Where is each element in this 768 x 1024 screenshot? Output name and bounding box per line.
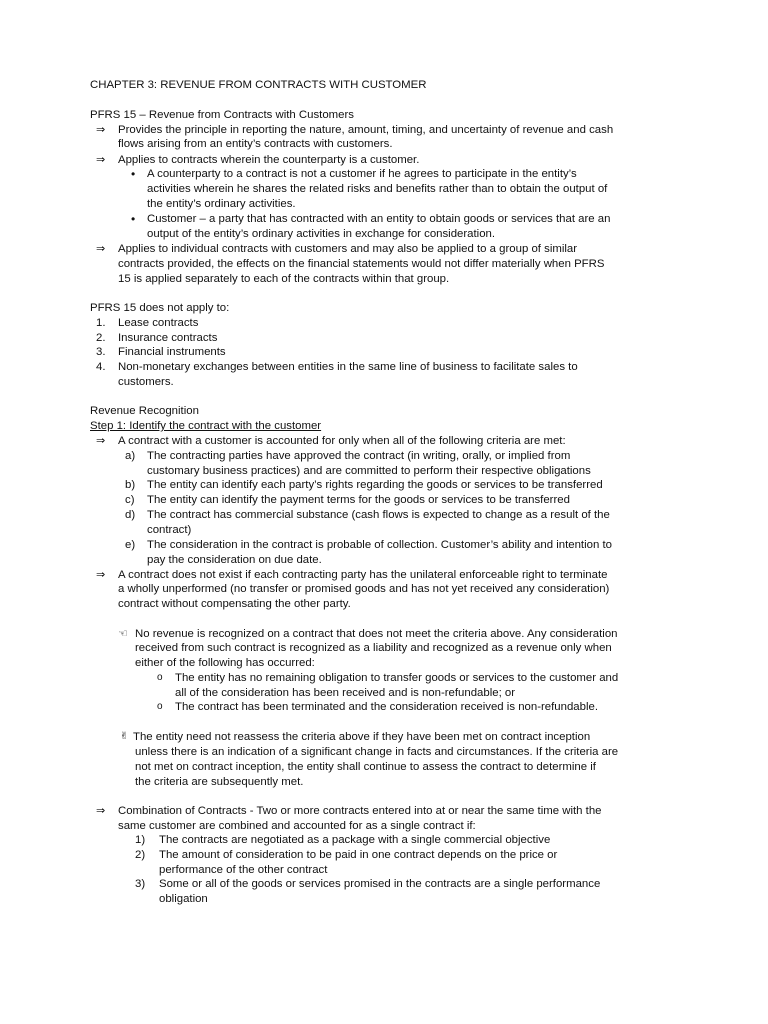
note-line: the criteria are subsequently met. bbox=[135, 776, 304, 788]
paragraph-line: a wholly unperformed (no transfer or promised goods and has not yet received any consideration) bbox=[118, 583, 610, 595]
paragraph-line: Applies to contracts wherein the counterparty is a customer. bbox=[118, 154, 420, 166]
note-item-line: The contract has been terminated and the consideration received is non-refundable. bbox=[175, 701, 598, 713]
bullet-line: Customer – a party that has contracted with an entity to obtain goods or services that are an bbox=[147, 213, 611, 225]
arrow-icon: ⇒ bbox=[96, 804, 106, 817]
combo-line: obligation bbox=[159, 893, 208, 905]
paragraph-line: contract without compensating the other party. bbox=[118, 598, 351, 610]
paragraph-line: Applies to individual contracts with customers and may also be applied to a group of similar bbox=[118, 243, 578, 255]
arrow-icon: ⇒ bbox=[96, 568, 106, 581]
list-number: 3. bbox=[96, 346, 106, 358]
note-line: The entity need not reassess the criteria above if they have been met on contract inception bbox=[133, 731, 591, 743]
combo-line: performance of the other contract bbox=[159, 864, 328, 876]
circle-bullet-icon: o bbox=[157, 672, 163, 683]
list-item: Lease contracts bbox=[118, 317, 199, 329]
criteria-line: The consideration in the contract is probable of collection. Customer’s ability and intention to bbox=[147, 539, 612, 551]
bullet-line: the entity’s ordinary activities. bbox=[147, 198, 296, 210]
arrow-icon: ⇒ bbox=[96, 434, 106, 447]
list-number: 2. bbox=[96, 332, 106, 344]
list-item: Non-monetary exchanges between entities in the same line of business to facilitate sales to bbox=[118, 361, 578, 373]
criteria-line: The contracting parties have approved the contract (in writing, orally, or implied from bbox=[147, 450, 571, 462]
paragraph-line: flows arising from an entity’s contracts with customers. bbox=[118, 138, 393, 150]
pfrs-heading: PFRS 15 – Revenue from Contracts with Customers bbox=[90, 109, 354, 121]
criteria-line: The entity can identify the payment terms for the goods or services to be transferred bbox=[147, 494, 570, 506]
note-line: not met on contract inception, the entity shall continue to assess the contract to determine if bbox=[135, 761, 596, 773]
paragraph-line: A contract with a customer is accounted for only when all of the following criteria are met: bbox=[118, 435, 566, 447]
circle-bullet-icon: o bbox=[157, 701, 163, 712]
criteria-line: customary business practices) and are committed to perform their respective obligations bbox=[147, 465, 591, 477]
list-item: Financial instruments bbox=[118, 346, 226, 358]
list-item: Insurance contracts bbox=[118, 332, 218, 344]
combo-line: Some or all of the goods or services promised in the contracts are a single performance bbox=[159, 878, 601, 890]
criteria-line: The entity can identify each party’s rights regarding the goods or services to be transferred bbox=[147, 479, 603, 491]
hand-icon: ✌ bbox=[120, 731, 129, 742]
list-number: 1) bbox=[135, 834, 146, 846]
list-letter: e) bbox=[125, 539, 136, 551]
arrow-icon: ⇒ bbox=[96, 123, 106, 136]
arrow-icon: ⇒ bbox=[96, 242, 106, 255]
pointing-hand-icon: ☜ bbox=[118, 628, 128, 640]
note-line: No revenue is recognized on a contract that does not meet the criteria above. Any consideration bbox=[135, 628, 618, 640]
list-item: customers. bbox=[118, 376, 174, 388]
list-number: 3) bbox=[135, 878, 146, 890]
paragraph-line: contracts provided, the effects on the financial statements would not differ materially when PFRS bbox=[118, 258, 605, 270]
list-number: 4. bbox=[96, 361, 106, 373]
combo-line: The amount of consideration to be paid in one contract depends on the price or bbox=[159, 849, 558, 861]
note-line: unless there is an indication of a significant change in facts and circumstances. If the criteria are bbox=[135, 746, 619, 758]
list-letter: c) bbox=[125, 494, 135, 506]
rev-heading: Revenue Recognition bbox=[90, 405, 199, 417]
paragraph-line: Combination of Contracts - Two or more contracts entered into at or near the same time with the bbox=[118, 805, 602, 817]
note-line: received from such contract is recognized as a liability and recognized as a revenue only when bbox=[135, 642, 612, 654]
arrow-icon: ⇒ bbox=[96, 153, 106, 166]
note-line: either of the following has occurred: bbox=[135, 657, 315, 669]
bullet-line: A counterparty to a contract is not a customer if he agrees to participate in the entity’s bbox=[147, 168, 577, 180]
note-item-line: The entity has no remaining obligation to transfer goods or services to the customer and bbox=[175, 672, 619, 684]
criteria-line: contract) bbox=[147, 524, 192, 536]
paragraph-line: same customer are combined and accounted for as a single contract if: bbox=[118, 820, 476, 832]
bullet-icon: • bbox=[131, 212, 136, 226]
list-number: 2) bbox=[135, 849, 146, 861]
combo-line: The contracts are negotiated as a package with a single commercial objective bbox=[159, 834, 551, 846]
bullet-line: activities wherein he shares the related risks and benefits rather than to obtain the output of bbox=[147, 183, 608, 195]
step1-heading: Step 1: Identify the contract with the customer bbox=[90, 420, 322, 432]
paragraph-line: A contract does not exist if each contracting party has the unilateral enforceable right to terminate bbox=[118, 569, 608, 581]
paragraph-line: Provides the principle in reporting the nature, amount, timing, and uncertainty of revenue and cash bbox=[118, 124, 614, 136]
list-letter: a) bbox=[125, 450, 136, 462]
criteria-line: The contract has commercial substance (cash flows is expected to change as a result of the bbox=[147, 509, 610, 521]
bullet-line: output of the entity’s ordinary activities in exchange for consideration. bbox=[147, 228, 496, 240]
list-number: 1. bbox=[96, 317, 106, 329]
list-letter: d) bbox=[125, 509, 136, 521]
bullet-icon: • bbox=[131, 167, 136, 181]
paragraph-line: 15 is applied separately to each of the contracts within that group. bbox=[118, 273, 450, 285]
not-apply-heading: PFRS 15 does not apply to: bbox=[90, 302, 230, 314]
list-letter: b) bbox=[125, 479, 136, 491]
chapter-title: CHAPTER 3: REVENUE FROM CONTRACTS WITH CUSTOMER bbox=[90, 79, 427, 91]
criteria-line: pay the consideration on due date. bbox=[147, 554, 322, 566]
note-item-line: all of the consideration has been received and is non-refundable; or bbox=[175, 687, 516, 699]
